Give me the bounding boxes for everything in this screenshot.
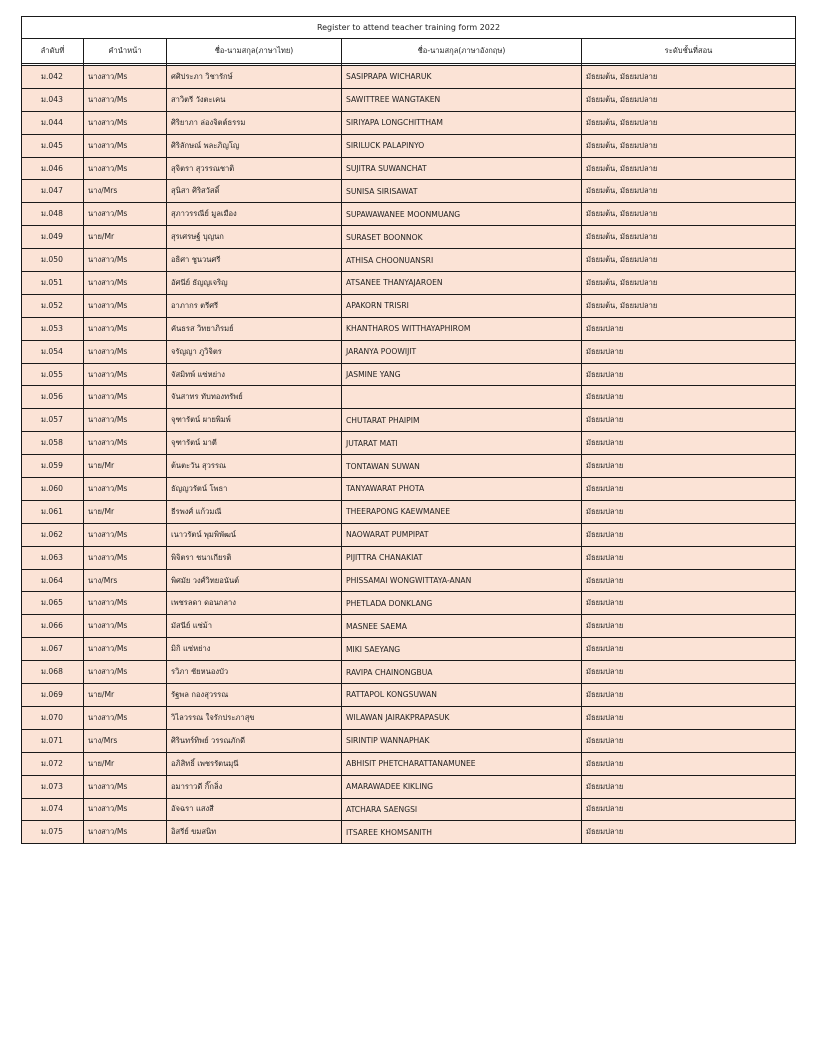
cell-prefix: นางสาว/Ms xyxy=(84,294,167,317)
cell-english-name: JARANYA POOWIJIT xyxy=(342,340,582,363)
cell-english-name: PHETLADA DONKLANG xyxy=(342,592,582,615)
cell-teaching-level: มัธยมปลาย xyxy=(582,432,796,455)
registration-table xyxy=(21,16,796,844)
table-row xyxy=(22,615,796,638)
cell-english-name: AMARAWADEE KIKLING xyxy=(342,775,582,798)
table-row xyxy=(22,66,796,89)
table-row xyxy=(22,272,796,295)
cell-prefix: นางสาว/Ms xyxy=(84,363,167,386)
cell-english-name: PHISSAMAI WONGWITTAYA-ANAN xyxy=(342,569,582,592)
cell-teaching-level: มัธยมปลาย xyxy=(582,706,796,729)
table-row xyxy=(22,386,796,409)
cell-thai-name: จัสมิทพ์ แซ่หย่าง xyxy=(167,363,342,386)
cell-thai-name: สุรเศรษฐ์ บุญนก xyxy=(167,226,342,249)
cell-number: ม.046 xyxy=(22,157,84,180)
cell-thai-name: ศศิประภา วิชารักษ์ xyxy=(167,66,342,89)
cell-teaching-level: มัธยมต้น, มัธยมปลาย xyxy=(582,294,796,317)
cell-number: ม.061 xyxy=(22,500,84,523)
cell-thai-name: เพชรลดา ดอนกลาง xyxy=(167,592,342,615)
cell-number: ม.054 xyxy=(22,340,84,363)
cell-prefix: นางสาว/Ms xyxy=(84,821,167,844)
cell-prefix: นาง/Mrs xyxy=(84,180,167,203)
cell-english-name: SIRINTIP WANNAPHAK xyxy=(342,729,582,752)
cell-number: ม.056 xyxy=(22,386,84,409)
table-row xyxy=(22,478,796,501)
cell-english-name: SAWITTREE WANGTAKEN xyxy=(342,88,582,111)
cell-teaching-level: มัธยมปลาย xyxy=(582,661,796,684)
cell-teaching-level: มัธยมปลาย xyxy=(582,752,796,775)
table-row xyxy=(22,592,796,615)
table-row xyxy=(22,317,796,340)
cell-prefix: นางสาว/Ms xyxy=(84,546,167,569)
cell-number: ม.060 xyxy=(22,478,84,501)
table-body xyxy=(22,66,796,844)
table-row xyxy=(22,249,796,272)
cell-teaching-level: มัธยมปลาย xyxy=(582,615,796,638)
cell-prefix: นาย/Mr xyxy=(84,226,167,249)
table-row xyxy=(22,226,796,249)
cell-thai-name: จุฑารัตน์ ผายพิมพ์ xyxy=(167,409,342,432)
cell-thai-name: รัฐพล กองสุวรรณ xyxy=(167,684,342,707)
cell-prefix: นางสาว/Ms xyxy=(84,523,167,546)
cell-english-name: SIRIYAPA LONGCHITTHAM xyxy=(342,111,582,134)
cell-teaching-level: มัธยมปลาย xyxy=(582,729,796,752)
table-row xyxy=(22,775,796,798)
cell-thai-name: จุฑารัตน์ มาตี xyxy=(167,432,342,455)
table-row xyxy=(22,684,796,707)
table-row xyxy=(22,111,796,134)
cell-prefix: นางสาว/Ms xyxy=(84,203,167,226)
cell-teaching-level: มัธยมปลาย xyxy=(582,638,796,661)
table-row xyxy=(22,546,796,569)
cell-thai-name: ศิริลักษณ์ พละภิญโญ xyxy=(167,134,342,157)
table-row xyxy=(22,706,796,729)
cell-teaching-level: มัธยมต้น, มัธยมปลาย xyxy=(582,203,796,226)
cell-teaching-level: มัธยมปลาย xyxy=(582,684,796,707)
table-row xyxy=(22,500,796,523)
cell-teaching-level: มัธยมปลาย xyxy=(582,592,796,615)
cell-number: ม.044 xyxy=(22,111,84,134)
cell-number: ม.073 xyxy=(22,775,84,798)
cell-prefix: นางสาว/Ms xyxy=(84,111,167,134)
cell-teaching-level: มัธยมต้น, มัธยมปลาย xyxy=(582,88,796,111)
cell-english-name: SUJITRA SUWANCHAT xyxy=(342,157,582,180)
cell-english-name: RAVIPA CHAINONGBUA xyxy=(342,661,582,684)
cell-thai-name: รวิภา ชัยหนองบัว xyxy=(167,661,342,684)
cell-english-name: ATCHARA SAENGSI xyxy=(342,798,582,821)
table-row xyxy=(22,203,796,226)
cell-teaching-level: มัธยมต้น, มัธยมปลาย xyxy=(582,111,796,134)
cell-thai-name: ธีรพงศ์ แก้วมณี xyxy=(167,500,342,523)
cell-english-name: SIRILUCK PALAPINYO xyxy=(342,134,582,157)
table-row xyxy=(22,134,796,157)
cell-teaching-level: มัธยมต้น, มัธยมปลาย xyxy=(582,249,796,272)
cell-thai-name: อมาราวดี กิ๊กลิ่ง xyxy=(167,775,342,798)
table-row xyxy=(22,409,796,432)
cell-thai-name: มิกิ แซ่หย่าง xyxy=(167,638,342,661)
cell-teaching-level: มัธยมปลาย xyxy=(582,798,796,821)
form-title: Register to attend teacher training form 2022 xyxy=(22,17,796,39)
cell-prefix: นางสาว/Ms xyxy=(84,157,167,180)
cell-english-name: TONTAWAN SUWAN xyxy=(342,455,582,478)
cell-teaching-level: มัธยมปลาย xyxy=(582,386,796,409)
cell-thai-name: อาภากร ตรีศรี xyxy=(167,294,342,317)
table-row xyxy=(22,294,796,317)
cell-number: ม.058 xyxy=(22,432,84,455)
cell-thai-name: อัจฉรา แสงสี xyxy=(167,798,342,821)
column-header-prefix: คำนำหน้า xyxy=(84,39,167,64)
cell-number: ม.069 xyxy=(22,684,84,707)
cell-teaching-level: มัธยมต้น, มัธยมปลาย xyxy=(582,66,796,89)
cell-english-name: APAKORN TRISRI xyxy=(342,294,582,317)
table-row xyxy=(22,821,796,844)
cell-prefix: นางสาว/Ms xyxy=(84,66,167,89)
cell-number: ม.071 xyxy=(22,729,84,752)
cell-english-name: PIJITTRA CHANAKIAT xyxy=(342,546,582,569)
cell-teaching-level: มัธยมปลาย xyxy=(582,363,796,386)
cell-english-name: ATHISA CHOONUANSRI xyxy=(342,249,582,272)
cell-number: ม.075 xyxy=(22,821,84,844)
registration-sheet xyxy=(21,16,795,844)
cell-thai-name: จรัญญา ภูวิจิตร xyxy=(167,340,342,363)
cell-number: ม.066 xyxy=(22,615,84,638)
cell-number: ม.051 xyxy=(22,272,84,295)
table-row xyxy=(22,455,796,478)
cell-english-name: MASNEE SAEMA xyxy=(342,615,582,638)
cell-number: ม.050 xyxy=(22,249,84,272)
cell-number: ม.053 xyxy=(22,317,84,340)
column-header-thai-name: ชื่อ-นามสกุล(ภาษาไทย) xyxy=(167,39,342,64)
cell-number: ม.062 xyxy=(22,523,84,546)
cell-prefix: นาย/Mr xyxy=(84,684,167,707)
cell-prefix: นางสาว/Ms xyxy=(84,88,167,111)
cell-teaching-level: มัธยมต้น, มัธยมปลาย xyxy=(582,134,796,157)
cell-english-name: ABHISIT PHETCHARATTANAMUNEE xyxy=(342,752,582,775)
cell-teaching-level: มัธยมปลาย xyxy=(582,340,796,363)
cell-thai-name: วิไลวรรณ ใจรักประภาสุข xyxy=(167,706,342,729)
cell-english-name: THEERAPONG KAEWMANEE xyxy=(342,500,582,523)
cell-prefix: นาง/Mrs xyxy=(84,729,167,752)
cell-teaching-level: มัธยมปลาย xyxy=(582,478,796,501)
cell-prefix: นาย/Mr xyxy=(84,752,167,775)
cell-prefix: นางสาว/Ms xyxy=(84,432,167,455)
table-row xyxy=(22,157,796,180)
table-row xyxy=(22,729,796,752)
cell-thai-name: สุจิตรา สุวรรณชาติ xyxy=(167,157,342,180)
table-row xyxy=(22,363,796,386)
cell-thai-name: ศิรินทร์ทิพย์ วรรณภักดี xyxy=(167,729,342,752)
cell-teaching-level: มัธยมต้น, มัธยมปลาย xyxy=(582,157,796,180)
column-header-teaching-level: ระดับชั้นที่สอน xyxy=(582,39,796,64)
cell-english-name: ATSANEE THANYAJAROEN xyxy=(342,272,582,295)
table-row xyxy=(22,523,796,546)
cell-english-name: RATTAPOL KONGSUWAN xyxy=(342,684,582,707)
cell-prefix: นาย/Mr xyxy=(84,455,167,478)
cell-number: ม.043 xyxy=(22,88,84,111)
cell-thai-name: อิสรีย์ ขมสนิท xyxy=(167,821,342,844)
cell-thai-name: สาวิตรี วังตะเคน xyxy=(167,88,342,111)
cell-prefix: นาย/Mr xyxy=(84,500,167,523)
cell-prefix: นางสาว/Ms xyxy=(84,798,167,821)
cell-thai-name: จันสาทร ทับทองทรัพย์ xyxy=(167,386,342,409)
cell-teaching-level: มัธยมปลาย xyxy=(582,523,796,546)
table-row xyxy=(22,752,796,775)
cell-english-name: WILAWAN JAIRAKPRAPASUK xyxy=(342,706,582,729)
cell-number: ม.048 xyxy=(22,203,84,226)
cell-teaching-level: มัธยมปลาย xyxy=(582,500,796,523)
cell-number: ม.047 xyxy=(22,180,84,203)
cell-prefix: นางสาว/Ms xyxy=(84,661,167,684)
table-row xyxy=(22,661,796,684)
cell-number: ม.068 xyxy=(22,661,84,684)
cell-number: ม.074 xyxy=(22,798,84,821)
table-row xyxy=(22,180,796,203)
cell-english-name: NAOWARAT PUMPIPAT xyxy=(342,523,582,546)
cell-number: ม.063 xyxy=(22,546,84,569)
cell-english-name: TANYAWARAT PHOTA xyxy=(342,478,582,501)
cell-teaching-level: มัธยมปลาย xyxy=(582,455,796,478)
cell-prefix: นางสาว/Ms xyxy=(84,409,167,432)
cell-english-name: MIKI SAEYANG xyxy=(342,638,582,661)
table-row xyxy=(22,798,796,821)
cell-teaching-level: มัธยมปลาย xyxy=(582,546,796,569)
cell-prefix: นางสาว/Ms xyxy=(84,706,167,729)
table-row xyxy=(22,340,796,363)
cell-thai-name: สุนิสา ศิริสวัสดิ์ xyxy=(167,180,342,203)
cell-thai-name: พิจิตรา ชนาเกียรติ xyxy=(167,546,342,569)
cell-english-name: JUTARAT MATI xyxy=(342,432,582,455)
cell-number: ม.064 xyxy=(22,569,84,592)
cell-prefix: นางสาว/Ms xyxy=(84,386,167,409)
cell-prefix: นางสาว/Ms xyxy=(84,340,167,363)
cell-thai-name: เนาวรัตน์ พุมพิพัฒน์ xyxy=(167,523,342,546)
cell-teaching-level: มัธยมปลาย xyxy=(582,821,796,844)
cell-teaching-level: มัธยมปลาย xyxy=(582,409,796,432)
cell-number: ม.067 xyxy=(22,638,84,661)
cell-prefix: นางสาว/Ms xyxy=(84,615,167,638)
cell-number: ม.045 xyxy=(22,134,84,157)
cell-english-name: ITSAREE KHOMSANITH xyxy=(342,821,582,844)
cell-english-name: JASMINE YANG xyxy=(342,363,582,386)
cell-prefix: นางสาว/Ms xyxy=(84,317,167,340)
cell-english-name: CHUTARAT PHAIPIM xyxy=(342,409,582,432)
cell-thai-name: คันธรส วิทยาภิรมย์ xyxy=(167,317,342,340)
table-row xyxy=(22,569,796,592)
cell-number: ม.065 xyxy=(22,592,84,615)
cell-number: ม.052 xyxy=(22,294,84,317)
cell-teaching-level: มัธยมต้น, มัธยมปลาย xyxy=(582,180,796,203)
cell-prefix: นางสาว/Ms xyxy=(84,775,167,798)
cell-prefix: นางสาว/Ms xyxy=(84,478,167,501)
cell-number: ม.055 xyxy=(22,363,84,386)
cell-number: ม.072 xyxy=(22,752,84,775)
cell-thai-name: สุภาวรรณีย์ มูลเมือง xyxy=(167,203,342,226)
cell-prefix: นางสาว/Ms xyxy=(84,638,167,661)
cell-english-name: SASIPRAPA WICHARUK xyxy=(342,66,582,89)
cell-number: ม.049 xyxy=(22,226,84,249)
column-header-english-name: ชื่อ-นามสกุล(ภาษาอังกฤษ) xyxy=(342,39,582,64)
cell-thai-name: อธิศา ชูนวนศรี xyxy=(167,249,342,272)
cell-teaching-level: มัธยมปลาย xyxy=(582,317,796,340)
cell-thai-name: อัศนีย์ ธัญญเจริญ xyxy=(167,272,342,295)
cell-english-name xyxy=(342,386,582,409)
cell-english-name: SUPAWAWANEE MOONMUANG xyxy=(342,203,582,226)
cell-thai-name: พิศมัย วงศ์วิทยอนันต์ xyxy=(167,569,342,592)
header-row xyxy=(22,39,796,64)
cell-number: ม.057 xyxy=(22,409,84,432)
cell-teaching-level: มัธยมปลาย xyxy=(582,775,796,798)
cell-thai-name: ศิริยาภา ล่องจิตต์ธรรม xyxy=(167,111,342,134)
cell-number: ม.059 xyxy=(22,455,84,478)
table-row xyxy=(22,88,796,111)
table-row xyxy=(22,432,796,455)
cell-english-name: SURASET BOONNOK xyxy=(342,226,582,249)
cell-number: ม.070 xyxy=(22,706,84,729)
cell-prefix: นางสาว/Ms xyxy=(84,592,167,615)
column-header-number: ลำดับที่ xyxy=(22,39,84,64)
cell-teaching-level: มัธยมปลาย xyxy=(582,569,796,592)
cell-prefix: นางสาว/Ms xyxy=(84,272,167,295)
cell-prefix: นาง/Mrs xyxy=(84,569,167,592)
cell-thai-name: มัสนีย์ แซ่ม้า xyxy=(167,615,342,638)
cell-thai-name: ธัญญวรัตน์ โพธา xyxy=(167,478,342,501)
table-row xyxy=(22,638,796,661)
cell-thai-name: อภิสิทธิ์ เพชรรัตนมุนี xyxy=(167,752,342,775)
cell-teaching-level: มัธยมต้น, มัธยมปลาย xyxy=(582,272,796,295)
cell-prefix: นางสาว/Ms xyxy=(84,249,167,272)
cell-english-name: KHANTHAROS WITTHAYAPHIROM xyxy=(342,317,582,340)
cell-teaching-level: มัธยมต้น, มัธยมปลาย xyxy=(582,226,796,249)
cell-thai-name: ต้นตะวัน สุวรรณ xyxy=(167,455,342,478)
cell-number: ม.042 xyxy=(22,66,84,89)
cell-english-name: SUNISA SIRISAWAT xyxy=(342,180,582,203)
cell-prefix: นางสาว/Ms xyxy=(84,134,167,157)
